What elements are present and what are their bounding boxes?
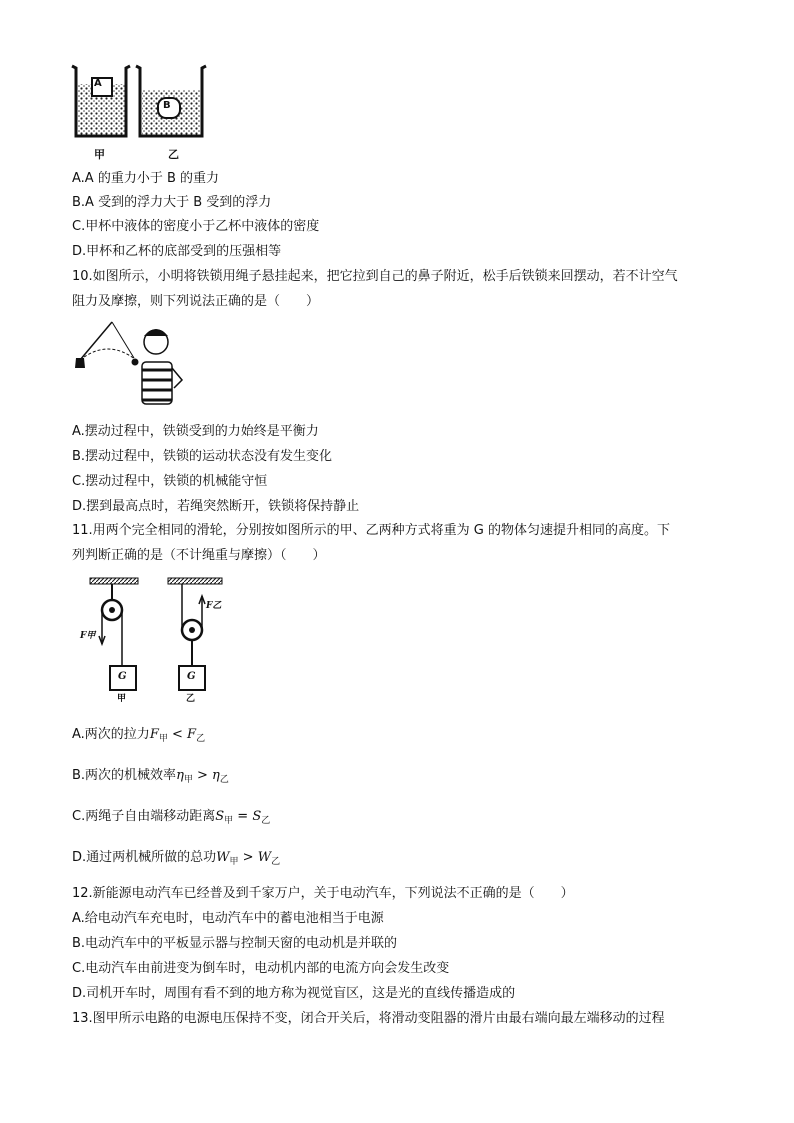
rope-left [80, 322, 112, 360]
force-left-label: F甲 [80, 631, 96, 641]
q10-option-a: A.摆动过程中，铁锁受到的力始终是平衡力 [72, 424, 319, 439]
boy-hair [144, 329, 168, 336]
lock-left [75, 358, 85, 368]
lock-right [132, 359, 139, 366]
pulley-right-label: 乙 [186, 694, 196, 704]
q9-option-b: B.A 受到的浮力大于 B 受到的浮力 [72, 195, 272, 210]
q9-option-d: D.甲杯和乙杯的底部受到的压强相等 [72, 244, 282, 259]
q12-option-d: D.司机开车时，周围有看不到的地方称为视觉盲区，这是光的直线传播造成的 [72, 986, 516, 1001]
q12-option-b: B.电动汽车中的平板显示器与控制天窗的电动机是并联的 [72, 936, 398, 951]
q10-stem-line2: 阻力及摩擦，则下列说法正确的是（ ） [72, 294, 320, 309]
box-a-label: A [94, 78, 102, 89]
q12-option-a: A.给电动汽车充电时，电动汽车中的蓄电池相当于电源 [72, 911, 384, 926]
q11-option-d: D.通过两机械所做的总功$W_甲 > W_乙$ [72, 850, 281, 867]
q13-stem: 13.图甲所示电路的电源电压保持不变，闭合开关后，将滑动变阻器的滑片由最右端向最左端移动的过程 [72, 1011, 665, 1026]
box-b-label: B [163, 100, 171, 111]
ceiling-left [90, 578, 138, 584]
pulley-figure [72, 574, 232, 706]
q10-option-c: C.摆动过程中，铁锁的机械能守恒 [72, 474, 268, 489]
q9-option-c: C.甲杯中液体的密度小于乙杯中液体的密度 [72, 219, 320, 234]
beakers-figure [70, 62, 216, 164]
pendulum-svg [72, 318, 190, 412]
q11-option-b: B.两次的机械效率$\eta_甲 > \eta_乙$ [72, 768, 229, 785]
q10-option-b: B.摆动过程中，铁锁的运动状态没有发生变化 [72, 449, 333, 464]
force-right-label: F乙 [206, 601, 222, 611]
q12-stem: 12.新能源电动汽车已经普及到千家万户，关于电动汽车，下列说法不正确的是（ ） [72, 886, 574, 901]
ceiling-right [168, 578, 222, 584]
pulley-svg [72, 574, 232, 706]
q11-option-c: C.两绳子自由端移动距离$S_甲 = S_乙$ [72, 809, 271, 826]
q10-option-d: D.摆到最高点时，若绳突然断开，铁锁将保持静止 [72, 499, 360, 514]
q12-option-c: C.电动汽车由前进变为倒车时，电动机内部的电流方向会发生改变 [72, 961, 450, 976]
weight-right-label: G [187, 671, 196, 682]
pendulum-figure [72, 318, 190, 412]
boy-shirt [142, 362, 172, 404]
boy-arm [172, 368, 182, 388]
weight-left-label: G [118, 671, 127, 682]
q11-stem-line2: 列判断正确的是（不计绳重与摩擦）（ ） [72, 548, 326, 563]
beaker-left-label: 甲 [94, 148, 105, 161]
beaker-right-label: 乙 [168, 148, 179, 161]
pulley-left-label: 甲 [117, 694, 127, 704]
beakers-svg [70, 62, 216, 164]
q11-option-a: A.两次的拉力$F_甲 < F_乙$ [72, 727, 206, 744]
q10-stem-line1: 10.如图所示，小明将铁锁用绳子悬挂起来，把它拉到自己的鼻子附近，松手后铁锁来回摆动，若不计空气 [72, 269, 678, 284]
q11-stem-line1: 11.用两个完全相同的滑轮，分别按如图所示的甲、乙两种方式将重为 G 的物体匀速提升相同的高度。下 [72, 523, 671, 538]
q9-option-a: A.A 的重力小于 B 的重力 [72, 171, 220, 186]
